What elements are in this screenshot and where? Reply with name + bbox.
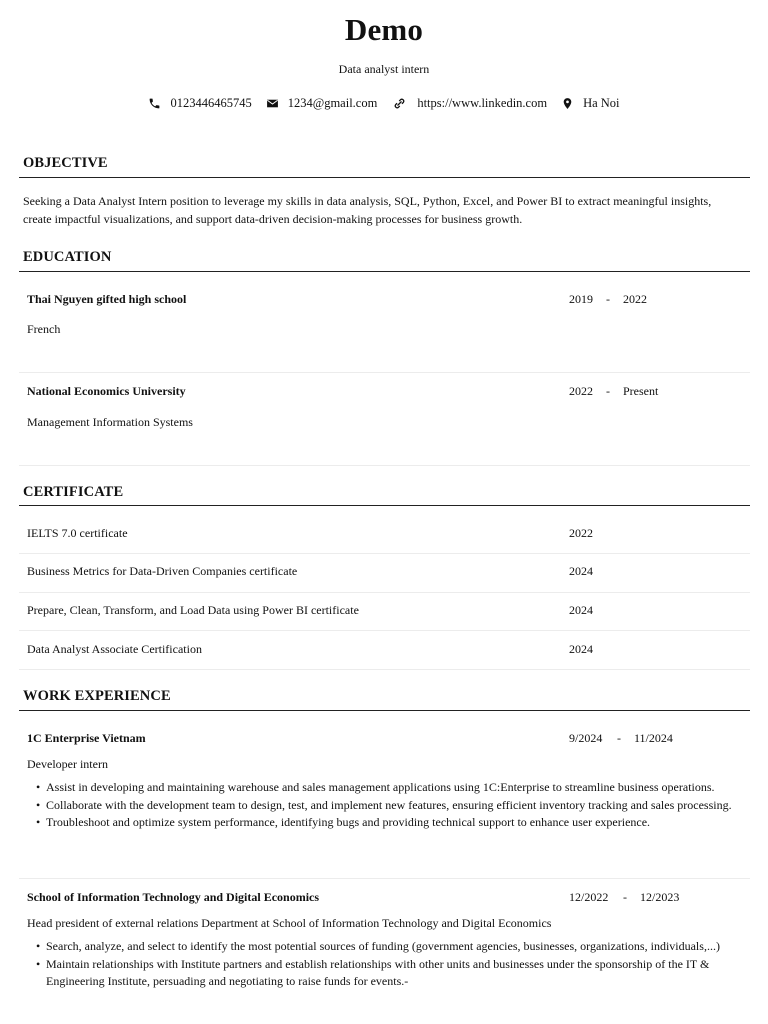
linkedin-text: https://www.linkedin.com <box>417 96 548 110</box>
email-text: 1234@gmail.com <box>287 96 378 110</box>
education-major: Management Information Systems <box>27 415 193 429</box>
education-end: Present <box>623 384 659 398</box>
phone-text: 0123446465745 <box>170 96 252 110</box>
work-bullet: • Troubleshoot and optimize system performance, identifying bugs and providing technical support to enhance user experience. <box>27 814 739 832</box>
work-bullets <box>27 779 739 832</box>
objective-heading: OBJECTIVE <box>23 155 108 171</box>
work-end: 11/2024 <box>634 731 673 745</box>
phone-icon <box>148 97 161 110</box>
certificate-year: 2024 <box>569 603 593 617</box>
certificate-name: Business Metrics for Data-Driven Companies certificate <box>27 564 298 578</box>
education-divider <box>19 271 750 272</box>
work-bullet: • Assist in developing and maintaining warehouse and sales management applications using 1C:Enterprise to streamline business operations. <box>27 779 739 797</box>
education-school: National Economics University <box>27 384 186 398</box>
work-bullet: • Search, analyze, and select to identify the most potential sources of funding (government agencies, businesses, organizations, individuals,...) <box>27 938 739 956</box>
work-divider <box>19 710 750 711</box>
contact-linkedin[interactable] <box>391 96 547 111</box>
education-end: 2022 <box>623 292 647 306</box>
row-divider <box>19 878 750 879</box>
contact-phone[interactable] <box>148 96 251 111</box>
candidate-role: Data analyst intern <box>338 62 430 76</box>
contact-bar <box>0 96 768 111</box>
row-divider <box>19 669 750 670</box>
objective-divider <box>19 177 750 178</box>
education-date-sep: - <box>606 384 610 398</box>
work-end: 12/2023 <box>640 890 680 904</box>
work-start: 12/2022 <box>569 890 609 904</box>
education-heading: EDUCATION <box>23 249 112 265</box>
certificate-heading: CERTIFICATE <box>23 484 124 500</box>
row-divider <box>19 372 750 373</box>
work-position: Head president of external relations Department at School of Information Technology and Digital Economics <box>27 916 552 930</box>
education-date-sep: - <box>606 292 610 306</box>
link-icon <box>391 97 408 110</box>
work-company: 1C Enterprise Vietnam <box>27 731 146 745</box>
work-position: Developer intern <box>27 757 108 771</box>
row-divider <box>19 592 750 593</box>
row-divider <box>19 553 750 554</box>
candidate-name: Demo <box>344 12 424 47</box>
work-company: School of Information Technology and Digital Economics <box>27 890 320 904</box>
education-school: Thai Nguyen gifted high school <box>27 292 187 306</box>
certificate-name: Data Analyst Associate Certification <box>27 642 202 656</box>
work-bullet: • Maintain relationships with Institute partners and establish relationships with other units and businesses under the sponsorship of the IT & Engineering Institute, persuading and negotiating to raise funds for events.- <box>27 956 739 991</box>
row-divider <box>19 630 750 631</box>
certificate-year: 2024 <box>569 564 593 578</box>
work-date-sep: - <box>623 890 627 904</box>
row-divider <box>19 465 750 466</box>
envelope-icon <box>266 97 279 110</box>
work-heading: WORK EXPERIENCE <box>23 688 171 704</box>
certificate-name: Prepare, Clean, Transform, and Load Data using Power BI certificate <box>27 603 359 617</box>
objective-text: Seeking a Data Analyst Intern position to leverage my skills in data analysis, SQL, Python, Excel, and Power BI to extract meaningful insights, create impactful visualizations, and support data-driven decision-making processes for business growth. <box>23 194 712 226</box>
certificate-name: IELTS 7.0 certificate <box>27 526 128 540</box>
work-bullet: • Collaborate with the development team to design, test, and implement new features, ensuring efficient inventory tracking and sales processing. <box>27 797 739 815</box>
location-text: Ha Noi <box>583 96 620 110</box>
certificate-year: 2022 <box>569 526 593 540</box>
certificate-divider <box>19 505 750 506</box>
work-bullets <box>27 938 739 991</box>
work-start: 9/2024 <box>569 731 603 745</box>
certificate-year: 2024 <box>569 642 593 656</box>
education-major: French <box>27 322 61 336</box>
contact-email[interactable] <box>266 96 378 111</box>
work-date-sep: - <box>617 731 621 745</box>
contact-location[interactable] <box>561 96 619 111</box>
location-pin-icon <box>561 97 574 110</box>
education-start: 2019 <box>569 292 593 306</box>
education-start: 2022 <box>569 384 593 398</box>
